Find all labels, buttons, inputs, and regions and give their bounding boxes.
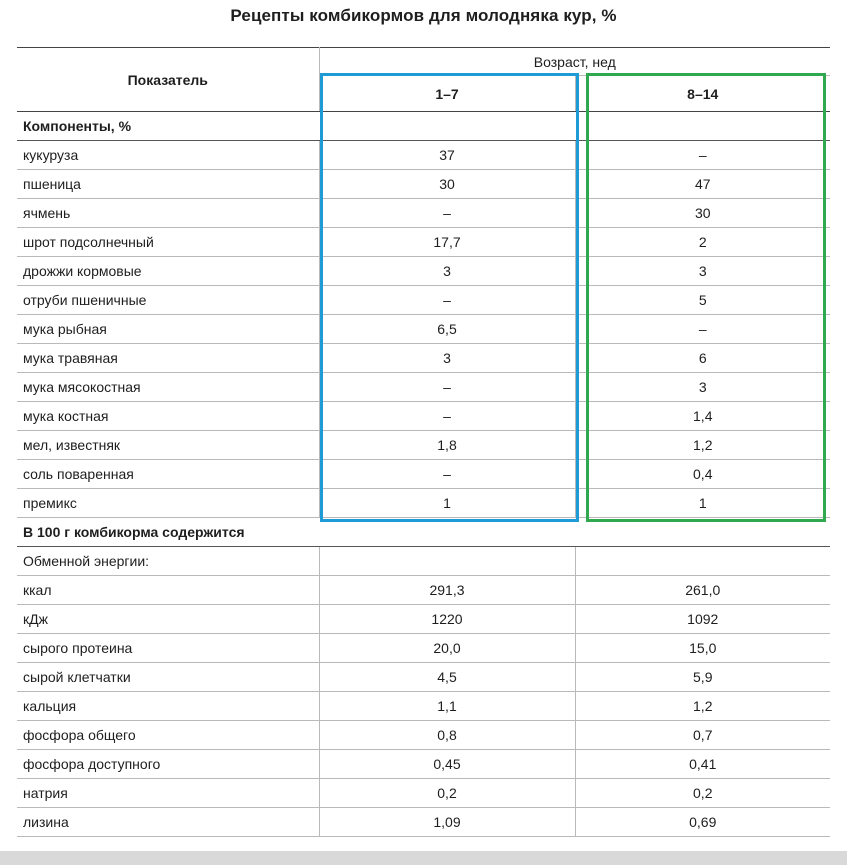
- row-value-1-7: [319, 547, 575, 576]
- row-name: ккал: [17, 576, 319, 605]
- bottom-bar: [0, 851, 847, 865]
- row-value-1-7: 0,2: [319, 779, 575, 808]
- row-value-8-14: 0,2: [575, 779, 830, 808]
- row-name: соль поваренная: [17, 460, 319, 489]
- row-value-8-14: 1,2: [575, 431, 830, 460]
- table-row: [17, 547, 830, 576]
- row-value-1-7: 37: [319, 141, 575, 170]
- table-row: [17, 721, 830, 750]
- row-value-1-7: 17,7: [319, 228, 575, 257]
- row-name: кДж: [17, 605, 319, 634]
- row-value-8-14: 1092: [575, 605, 830, 634]
- row-value-8-14: –: [575, 141, 830, 170]
- table-row: [17, 605, 830, 634]
- row-value-8-14: [575, 547, 830, 576]
- row-name: отруби пшеничные: [17, 286, 319, 315]
- row-name: фосфора доступного: [17, 750, 319, 779]
- table-row: [17, 460, 830, 489]
- table-row: [17, 634, 830, 663]
- row-name: мука травяная: [17, 344, 319, 373]
- row-value-8-14: 6: [575, 344, 830, 373]
- table-row: [17, 692, 830, 721]
- page-title: Рецепты комбикормов для молодняка кур, %: [230, 6, 617, 25]
- row-value-1-7: 0,8: [319, 721, 575, 750]
- table-row: [17, 141, 830, 170]
- row-value-1-7: 30: [319, 170, 575, 199]
- row-value-8-14: –: [575, 315, 830, 344]
- row-value-8-14: 3: [575, 373, 830, 402]
- row-name: кукуруза: [17, 141, 319, 170]
- table-row: [17, 431, 830, 460]
- row-value-8-14: 1,2: [575, 692, 830, 721]
- header-age: Возраст, нед: [319, 48, 830, 76]
- row-value-1-7: 3: [319, 257, 575, 286]
- row-value-1-7: 0,45: [319, 750, 575, 779]
- section-title: Компоненты, %: [17, 112, 830, 141]
- row-name: натрия: [17, 779, 319, 808]
- row-value-8-14: 2: [575, 228, 830, 257]
- row-value-1-7: –: [319, 373, 575, 402]
- row-value-8-14: 0,41: [575, 750, 830, 779]
- row-name: мука костная: [17, 402, 319, 431]
- row-value-8-14: 5: [575, 286, 830, 315]
- row-name: фосфора общего: [17, 721, 319, 750]
- table-row: [17, 750, 830, 779]
- row-value-8-14: 0,4: [575, 460, 830, 489]
- table-row: [17, 373, 830, 402]
- row-value-1-7: –: [319, 286, 575, 315]
- row-value-8-14: 0,69: [575, 808, 830, 837]
- row-value-8-14: 15,0: [575, 634, 830, 663]
- row-value-1-7: –: [319, 460, 575, 489]
- table-row: [17, 199, 830, 228]
- row-value-1-7: 291,3: [319, 576, 575, 605]
- row-name: лизина: [17, 808, 319, 837]
- row-name: Обменной энергии:: [17, 547, 319, 576]
- row-value-8-14: 47: [575, 170, 830, 199]
- row-value-8-14: 261,0: [575, 576, 830, 605]
- table-row: [17, 663, 830, 692]
- row-value-1-7: –: [319, 199, 575, 228]
- row-name: ячмень: [17, 199, 319, 228]
- table-row: [17, 228, 830, 257]
- section-header: [17, 518, 830, 547]
- row-value-8-14: 30: [575, 199, 830, 228]
- table-row: [17, 576, 830, 605]
- table-row: [17, 779, 830, 808]
- row-value-1-7: –: [319, 402, 575, 431]
- row-value-1-7: 1: [319, 489, 575, 518]
- row-name: мел, известняк: [17, 431, 319, 460]
- row-name: кальция: [17, 692, 319, 721]
- table-row: [17, 808, 830, 837]
- table-row: [17, 489, 830, 518]
- row-value-1-7: 1,09: [319, 808, 575, 837]
- table-body: [17, 112, 830, 837]
- table-row: [17, 170, 830, 199]
- row-name: мука мясокостная: [17, 373, 319, 402]
- row-name: пшеница: [17, 170, 319, 199]
- row-value-1-7: 3: [319, 344, 575, 373]
- header-col-8-14: 8–14: [575, 76, 830, 112]
- header-col-1-7: 1–7: [319, 76, 575, 112]
- row-name: сырого протеина: [17, 634, 319, 663]
- row-name: мука рыбная: [17, 315, 319, 344]
- row-value-1-7: 1220: [319, 605, 575, 634]
- row-value-8-14: 3: [575, 257, 830, 286]
- row-value-1-7: 1,8: [319, 431, 575, 460]
- row-value-8-14: 5,9: [575, 663, 830, 692]
- row-value-1-7: 4,5: [319, 663, 575, 692]
- table-row: [17, 344, 830, 373]
- row-value-8-14: 1,4: [575, 402, 830, 431]
- table-row: [17, 286, 830, 315]
- table-row: [17, 402, 830, 431]
- row-name: дрожжи кормовые: [17, 257, 319, 286]
- row-name: шрот подсолнечный: [17, 228, 319, 257]
- section-title: В 100 г комбикорма содержится: [17, 518, 830, 547]
- feed-recipe-table: [17, 47, 830, 837]
- row-name: сырой клетчатки: [17, 663, 319, 692]
- table-row: [17, 315, 830, 344]
- row-value-8-14: 1: [575, 489, 830, 518]
- row-value-1-7: 20,0: [319, 634, 575, 663]
- header-indicator: Показатель: [17, 48, 319, 112]
- row-value-1-7: 1,1: [319, 692, 575, 721]
- row-value-8-14: 0,7: [575, 721, 830, 750]
- row-name: премикс: [17, 489, 319, 518]
- table-row: [17, 257, 830, 286]
- section-header: [17, 112, 830, 141]
- row-value-1-7: 6,5: [319, 315, 575, 344]
